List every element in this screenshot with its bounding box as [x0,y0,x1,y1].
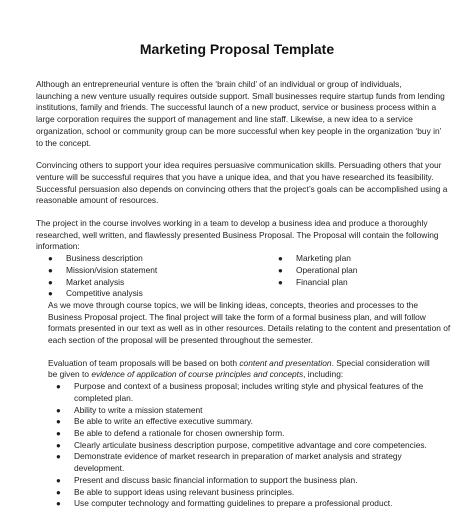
text-line: be given to evidence of application of course principles and concepts, including: [48,369,344,380]
list-item: ● Clearly articulate business description purpose, competitive advantage and core competencies. [56,439,427,450]
paragraph-spacer [36,347,460,358]
bullet-icon: ● [56,499,61,509]
intro-paragraph [36,79,460,149]
text-line: information: [36,241,80,252]
project-paragraph [36,218,460,253]
bullet-icon: ● [56,417,61,427]
text-line: Successful persuasion also depends on convincing others that the project’s goals can be accomplished using a [36,183,448,194]
text-line: institutions, family and friends. The successful launch of a new product, service or business process within a [36,102,437,113]
bullet-icon: ● [278,265,283,275]
list-item: ● Present and discuss basic financial information to support the business plan. [56,474,358,485]
text-line: reasonable amount of resources. [36,195,159,206]
document-body [36,79,460,510]
list-item: ● Competitive analysis [48,288,143,299]
bullet-icon: ● [56,405,61,415]
list-item: ● Mission/vision statement [48,264,158,275]
proposal-sections [36,253,460,300]
bullet-icon: ● [56,428,61,438]
course-topics-paragraph [36,300,460,347]
bullet-icon: ● [48,289,53,299]
text-line: to the concept. [36,137,91,148]
persuasion-paragraph [36,160,460,207]
evaluation-paragraph [36,358,460,381]
list-item: ● Ability to write a mission statement [56,404,203,415]
bullet-icon: ● [56,487,61,497]
text-line: Evaluation of team proposals will be based on both content and presentation. Special consideration will [48,357,430,368]
text-line: Although an entrepreneurial venture is often the ‘brain child’ of an individual or group of individuals, [36,79,402,89]
text-line: formats presented in our text as well as in other resources. Details relating to the content and presentation of [48,323,451,334]
text-line: The project in the course involves working in a team to develop a business idea and produce a thoroughly [36,218,428,229]
paragraph-spacer [36,207,460,218]
list-item: ● Be able to write an effective executive summary. [56,416,253,427]
document-title: Marketing Proposal Template [139,41,335,57]
bullet-icon: ● [56,382,61,392]
list-item: ● Demonstrate evidence of market research in preparation of market analysis and strategy development. [56,451,402,474]
text-line: each section of the proposal will be presented throughout the semester. [48,335,313,346]
paragraph-spacer [36,149,460,160]
text-line: venture will be successful requires that you have a unique idea, and that you have researched its feasibility. [36,171,434,182]
text-line: launching a new venture usually requires outside support. Small businesses require startup funds from lending [36,90,445,101]
list-item: ● Use computer technology and formatting guidelines to prepare a professional product. [56,498,393,509]
evaluation-criteria-list [36,381,460,510]
list-item: ● Be able to support ideas using relevant business principles. [56,486,295,497]
text-line: researched, well written, and flawlessly presented Business Proposal. The Proposal will contain the following [36,229,439,240]
bullet-icon: ● [48,254,53,264]
bullet-icon: ● [48,277,53,287]
list-item: ● Business description [48,253,143,264]
list-item: ● Be able to defend a rationale for chosen ownership form. [56,427,285,438]
list-item: ● Marketing plan [278,253,351,264]
text-line: Business Proposal project. The final project will take the form of a formal business plan, and will follow [48,311,426,322]
text-line: As we move through course topics, we will be linking ideas, concepts, theories and processes to the [48,299,419,310]
text-line: organization, school or community group can be more successful when key people in the organization ‘buy in’ [36,125,442,136]
list-item: ● Market analysis [48,276,125,287]
proposal-sections-right [278,253,448,300]
proposal-sections-left [48,253,278,300]
bullet-icon: ● [278,254,283,264]
bullet-icon: ● [278,277,283,287]
bullet-icon: ● [56,452,61,462]
bullet-icon: ● [56,475,61,485]
list-item: ● Operational plan [278,264,358,275]
list-item: ● Purpose and context of a business proposal; includes writing style and physical features of the completed plan. [56,381,424,403]
text-line: Convincing others to support your idea requires persuasive communication skills. Persuading others that your [36,160,442,171]
bullet-icon: ● [48,265,53,275]
text-line: large corporation requires the support of management and line staff. Likewise, a new idea to a service [36,114,413,125]
bullet-icon: ● [56,440,61,450]
list-item: ● Financial plan [278,276,348,287]
